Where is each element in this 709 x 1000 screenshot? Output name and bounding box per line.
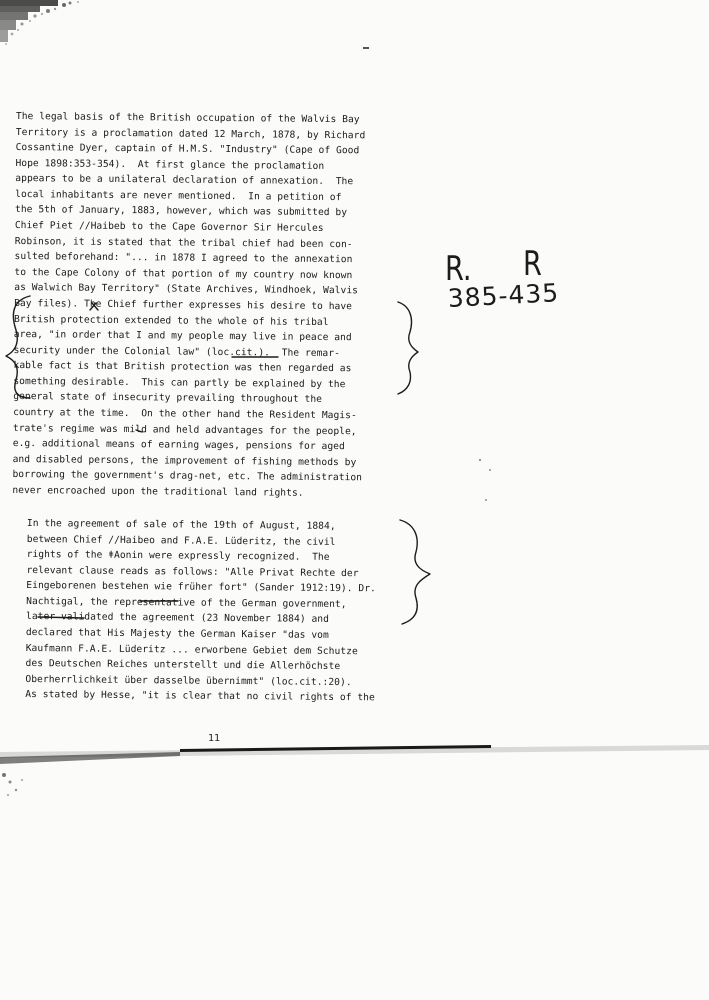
text-line: Eingeborenen bestehen wie früher fort" (Sander 1912:19). Dr. xyxy=(26,580,376,595)
text-line: never encroached upon the traditional land rights. xyxy=(12,484,304,499)
text-line: As stated by Hesse, "it is clear that no civil rights of the xyxy=(25,689,375,704)
text-line: British protection extended to the whole of his tribal xyxy=(13,313,329,328)
text-line: local inhabitants are never mentioned. In a petition of xyxy=(15,188,342,204)
text-line: In the agreement of sale of the 19th of August, 1884, xyxy=(26,517,336,532)
text-line: Cossantine Dyer, captain of H.M.S. "Industry" (Cape of Good xyxy=(15,142,360,157)
text-line: trate's regime was mild and held advantages for the people, xyxy=(12,422,357,437)
handwritten-initial-r-dot: R. xyxy=(445,249,472,289)
text-line: security under the Colonial law" (loc.cit.). The remar- xyxy=(13,344,340,359)
text-line: Chief Piet //Haibeb to the Cape Governor Sir Hercules xyxy=(14,220,324,235)
text-line: area, "in order that I and my people may live in peace and xyxy=(13,329,352,344)
paragraph-walvis-bay xyxy=(12,109,365,502)
page-number: 11 xyxy=(208,733,221,744)
text-line: Robinson, it is stated that the tribal chief had been con- xyxy=(14,235,353,250)
text-line: Hope 1898:353-354). At first glance the proclamation xyxy=(15,157,325,172)
text-line: later validated the agreement (23 November 1884) and xyxy=(25,611,330,626)
paragraph-two-bracket xyxy=(400,520,430,624)
scan-speck xyxy=(363,47,369,49)
text-line: relevant clause reads as follows: "Alle Privat Rechte der xyxy=(26,564,359,579)
text-line: Nachtigal, the representative of the German government, xyxy=(26,595,347,610)
paragraph-agreement-of-sale xyxy=(25,516,376,706)
bottom-scan-band xyxy=(0,745,709,758)
text-line: to the Cape Colony of that portion of my country now known xyxy=(14,266,353,282)
text-line: the 5th of January, 1883, however, which was submitted by xyxy=(14,204,348,219)
text-line: and disabled persons, the improvement of fishing methods by xyxy=(12,453,357,469)
bottom-rule xyxy=(180,745,491,752)
text-line: Oberherrlichkeit über dasselbe übernimmt" (loc.cit.:20). xyxy=(25,673,352,688)
right-bracket-mark xyxy=(398,302,418,394)
text-line: general state of insecurity prevailing throughout the xyxy=(13,391,323,406)
text-line: country at the time. On the other hand the Resident Magis- xyxy=(13,406,357,422)
text-line: appears to be a unilateral declaration of annexation. The xyxy=(15,173,354,188)
text-line: sulted beforehand: "... in 1878 I agreed to the annexation xyxy=(14,251,353,266)
text-line: Territory is a proclamation dated 12 March, 1878, by Richard xyxy=(15,126,366,141)
text-line: something desirable. This can partly be explained by the xyxy=(13,375,346,391)
text-line: borrowing the government's drag-net, etc. The administration xyxy=(12,469,363,484)
text-line: declared that His Majesty the German Kaiser "das vom xyxy=(25,627,329,641)
text-line: rights of the ǂAonin were expressly recognized. The xyxy=(26,549,330,564)
handwritten-page-range: 385-435 xyxy=(447,278,560,313)
text-line: as Walwich Bay Territory" (State Archives, Windhoek, Walvis xyxy=(14,282,359,297)
text-line: between Chief //Haibeo and F.A.E. Lüderitz, the civil xyxy=(26,533,336,548)
text-line: The legal basis of the British occupation of the Walvis Bay xyxy=(15,110,360,126)
text-line: des Deutschen Reiches unterstellt und die Allerhöchste xyxy=(25,658,341,673)
handwritten-initial-r: R xyxy=(523,244,542,284)
scan-noise-corner xyxy=(0,0,88,48)
text-line: kable fact is that British protection was then regarded as xyxy=(13,360,352,375)
text-line: e.g. additional means of earning wages, pensions for aged xyxy=(12,438,345,453)
text-line: Bay files). The Chief further expresses his desire to have xyxy=(14,297,353,313)
text-line: Kaufmann F.A.E. Lüderitz ... erworbene Gebiet dem Schutze xyxy=(25,642,358,657)
bottom-noise-left xyxy=(0,752,180,764)
